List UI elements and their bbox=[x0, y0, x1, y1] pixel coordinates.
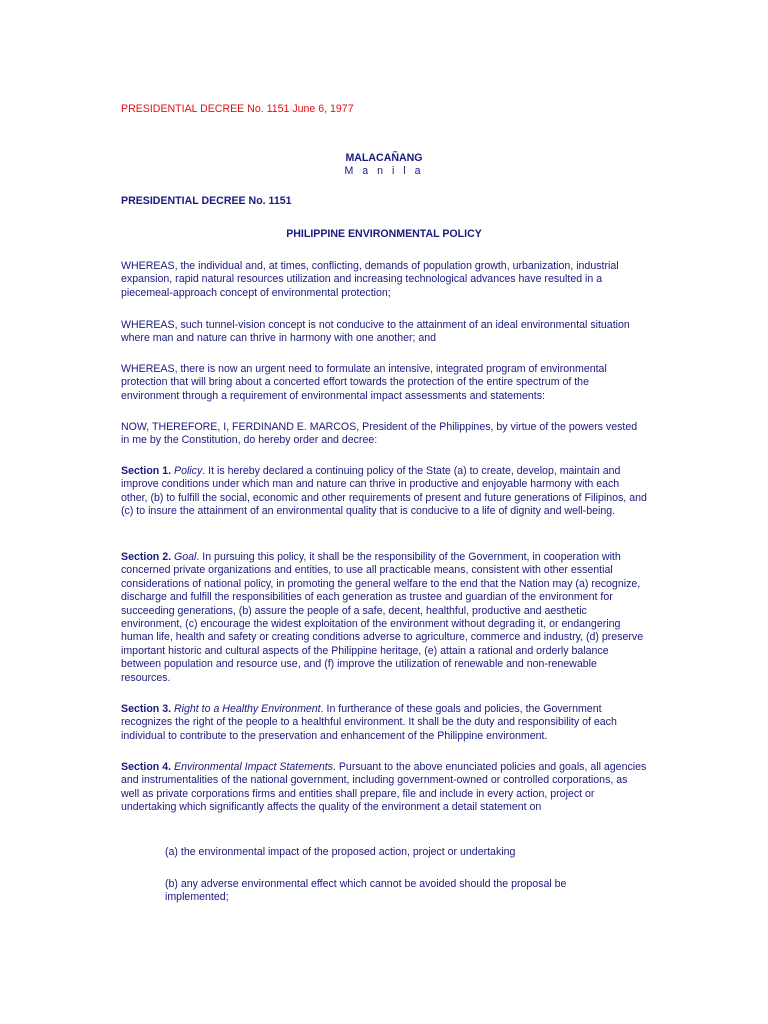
policy-title: PHILIPPINE ENVIRONMENTAL POLICY bbox=[286, 228, 482, 240]
decree-date-line: PRESIDENTIAL DECREE No. 1151 June 6, 1977 bbox=[121, 103, 354, 115]
section-4-text: . Pursuant to the above enunciated policies and goals, all agencies and instrumentalities of the national government, including government-owned or controlled corporations, as well as private corporations firms and entities shall prepare, file and include in every action, project or undertaking which significantly affects the quality of the environment a detail statement on bbox=[121, 761, 647, 814]
section-3-text: . In furtherance of these goals and policies, the Government recognizes the right of the people to a healthful environment. It shall be the duty and responsibility of each individual to contribute to the preservation and enhancement of the Philippine environment. bbox=[121, 703, 617, 742]
decree-title: PRESIDENTIAL DECREE No. 1151 bbox=[121, 195, 292, 207]
section-2-paragraph bbox=[121, 551, 647, 685]
section-2-heading: Goal bbox=[174, 551, 197, 563]
section-2-text: . In pursuing this policy, it shall be the responsibility of the Government, in cooperation with concerned private organizations and entities, to use all practicable means, consistent with other essential considerations of national policy, in promoting the general welfare to the end that the Nation may (a) recognize, discharge and fulfill the responsibilities of each generation as trustee and guardian of the environment for succeeding generations, (b) assure the people of a safe, decent, healthful, productive and aesthetic environment, (c) encourage the widest exploitation of the environment without degrading it, or endangering human life, health and safety or creating conditions adverse to agriculture, commerce and industry, (d) preserve important historic and cultural aspects of the Philippine heritage, (e) attain a rational and orderly balance between population and resource use, and (f) improve the utilization of renewable and non-renewable resources. bbox=[121, 551, 644, 684]
section-4-label: Section 4. bbox=[121, 761, 172, 773]
section-3-label: Section 3. bbox=[121, 703, 172, 715]
palace-heading: MALACAÑANG bbox=[345, 152, 423, 164]
section-4-heading: Environmental Impact Statements bbox=[174, 761, 333, 773]
now-therefore-paragraph: NOW, THEREFORE, I, FERDINAND E. MARCOS, President of the Philippines, by virtue of the powers vested in me by the Constitution, do hereby order and decree: bbox=[121, 421, 638, 447]
whereas-paragraph-3: WHEREAS, there is now an urgent need to formulate an intensive, integrated program of environmental protection that will bring about a concerted effort towards the protection of the entire spectrum of the environment through a requirement of environmental impact assessments and statements: bbox=[121, 363, 607, 402]
whereas-paragraph-1: WHEREAS, the individual and, at times, conflicting, demands of population growth, urbanization, industrial expansion, rapid natural resources utilization and increasing technological advances have resulted in a piecemeal-approach concept of environmental protection; bbox=[121, 260, 619, 299]
section-4-paragraph bbox=[121, 761, 647, 815]
section-3-heading: Right to a Healthy Environment bbox=[174, 703, 321, 715]
section-3-paragraph bbox=[121, 703, 647, 743]
city-heading: M a n i l a bbox=[344, 165, 424, 177]
section-1-text: . It is hereby declared a continuing policy of the State (a) to create, develop, maintain and improve conditions under which man and nature can thrive in productive and enjoyable harmony with each other, (b) to fulfill the social, economic and other requirements of present and future generations of Filipinos, and (c) to insure the attainment of an environmental quality that is conducive to a life of dignity and well-being. bbox=[121, 465, 647, 518]
section-1-heading: Policy bbox=[174, 465, 203, 477]
section-1-paragraph bbox=[121, 465, 647, 519]
whereas-paragraph-2: WHEREAS, such tunnel-vision concept is not conducive to the attainment of an ideal environmental situation where man and nature can thrive in harmony with one another; and bbox=[121, 319, 630, 345]
list-item-b: (b) any adverse environmental effect which cannot be avoided should the proposal be implemented; bbox=[165, 878, 567, 904]
section-1-label: Section 1. bbox=[121, 465, 172, 477]
list-item-a: (a) the environmental impact of the proposed action, project or undertaking bbox=[165, 846, 516, 858]
section-2-label: Section 2. bbox=[121, 551, 172, 563]
